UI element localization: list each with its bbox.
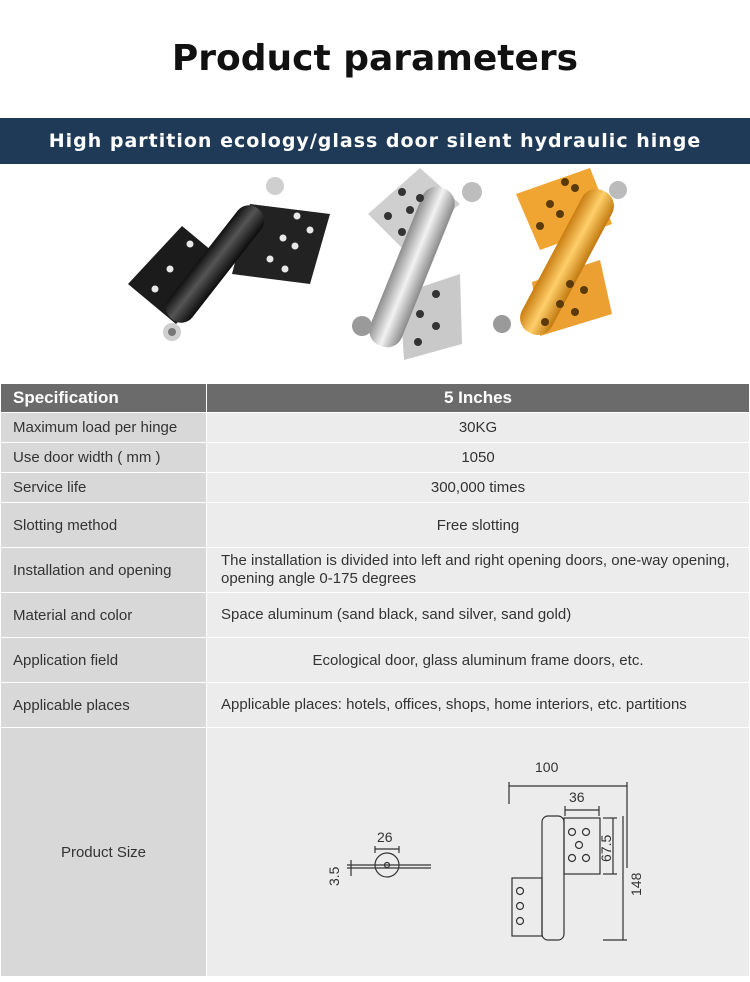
row-key: Material and color bbox=[1, 593, 207, 638]
gold-hinge bbox=[493, 168, 627, 341]
row-value: 30KG bbox=[207, 413, 750, 443]
spec-table bbox=[0, 383, 750, 977]
row-key: Use door width ( mm ) bbox=[1, 443, 207, 473]
row-value: Free slotting bbox=[207, 503, 750, 548]
table-row bbox=[1, 503, 750, 548]
table-row bbox=[1, 593, 750, 638]
size-drawing bbox=[207, 728, 747, 972]
dim-leaf: 36 bbox=[569, 789, 585, 805]
row-value: 1050 bbox=[207, 443, 750, 473]
table-row bbox=[1, 683, 750, 728]
row-key: Service life bbox=[1, 473, 207, 503]
black-hinge bbox=[128, 177, 330, 341]
table-row bbox=[1, 548, 750, 593]
row-value: Space aluminum (sand black, sand silver, sand gold) bbox=[207, 593, 750, 638]
table-row bbox=[1, 728, 750, 977]
size-drawing-cell bbox=[207, 728, 750, 977]
product-banner: High partition ecology/glass door silent hydraulic hinge bbox=[0, 118, 750, 164]
table-header-row bbox=[1, 384, 750, 413]
row-key: Maximum load per hinge bbox=[1, 413, 207, 443]
table-row bbox=[1, 413, 750, 443]
dim-height-total: 148 bbox=[628, 872, 644, 896]
row-key: Application field bbox=[1, 638, 207, 683]
table-row bbox=[1, 443, 750, 473]
row-key: Installation and opening bbox=[1, 548, 207, 593]
dim-height-a: 67.5 bbox=[598, 834, 614, 862]
row-key: Applicable places bbox=[1, 683, 207, 728]
row-key: Product Size bbox=[1, 728, 207, 977]
row-value: Applicable places: hotels, offices, shops, home interiors, etc. partitions bbox=[207, 683, 750, 728]
dim-thickness: 3.5 bbox=[326, 866, 342, 886]
product-photo bbox=[0, 164, 750, 382]
row-value: Ecological door, glass aluminum frame doors, etc. bbox=[207, 638, 750, 683]
row-value: The installation is divided into left and right opening doors, one-way opening, opening angle 0-175 degrees bbox=[207, 548, 750, 593]
header-key: Specification bbox=[1, 384, 207, 413]
row-value: 300,000 times bbox=[207, 473, 750, 503]
table-row bbox=[1, 638, 750, 683]
page-title: Product parameters bbox=[171, 38, 579, 79]
header-value: 5 Inches bbox=[207, 384, 750, 413]
dim-knuckle: 26 bbox=[377, 829, 393, 845]
silver-hinge bbox=[352, 168, 482, 360]
row-key: Slotting method bbox=[1, 503, 207, 548]
table-row bbox=[1, 473, 750, 503]
dim-width: 100 bbox=[535, 759, 559, 775]
